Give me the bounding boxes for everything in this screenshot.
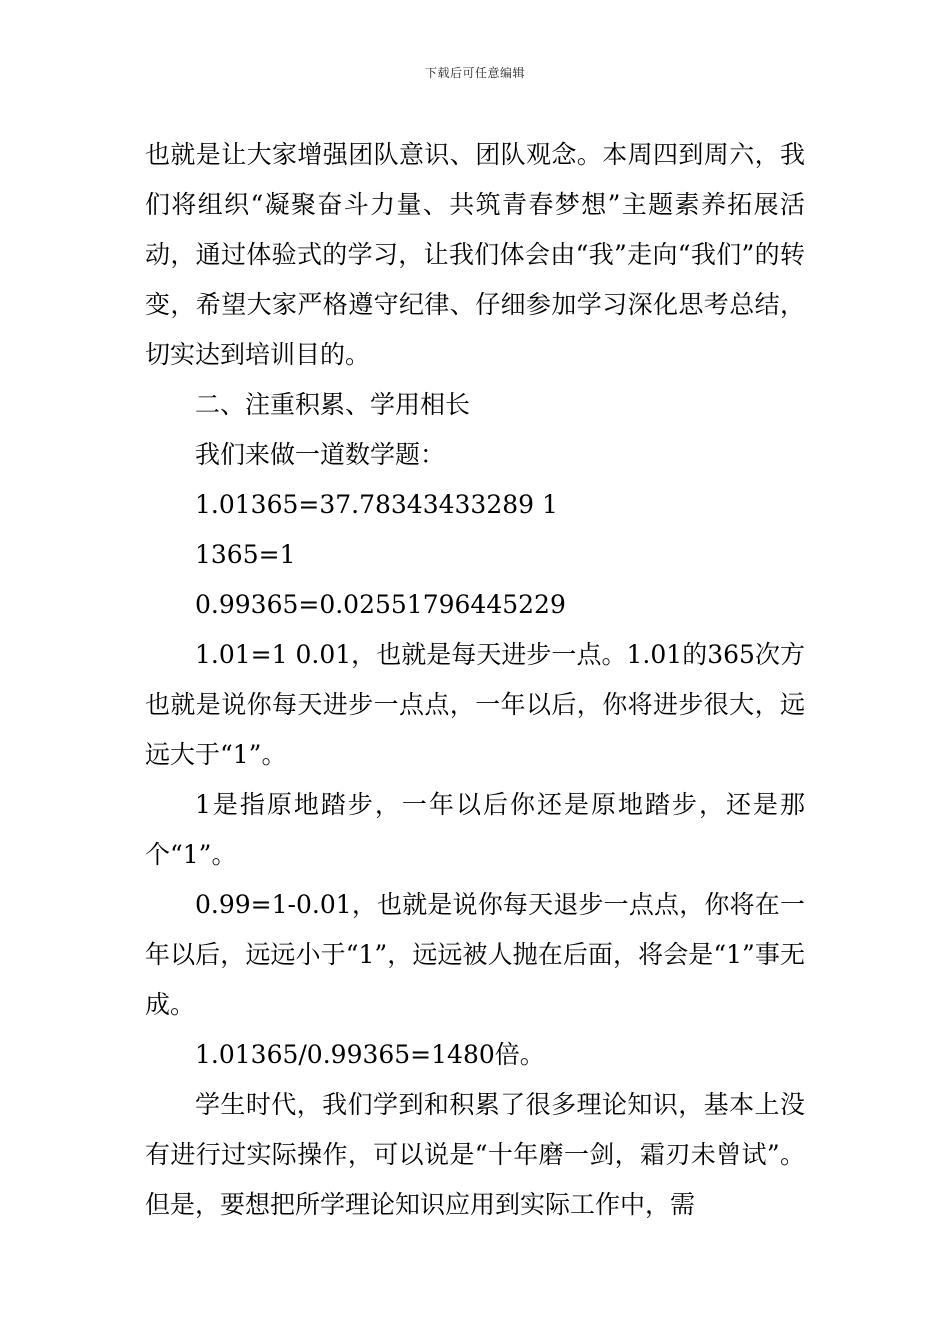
- equation-2: 1365=1: [195, 540, 296, 569]
- paragraph-11: 学生时代，我们学到和积累了很多理论知识，基本上没有进行过实际操作，可以说是“十年磨一剑，霜刃未曾试”。但是，要想把所学理论知识应用到实际工作中，需: [145, 1090, 805, 1219]
- equation-3: 0.99365=0.02551796445229: [195, 590, 566, 619]
- document-body: [145, 130, 805, 1230]
- paragraph-heading-2: 二、注重积累、学用相长: [195, 390, 471, 419]
- paragraph-8: 1是指原地踏步，一年以后你还是原地踏步，还是那个“1”。: [145, 790, 805, 869]
- equation-4: 1.01365/0.99365=1480倍。: [195, 1040, 545, 1069]
- page-header: 下载后可任意编辑: [424, 66, 525, 80]
- paragraph-7: 1.01=1 0.01，也就是每天进步一点。1.01的365次方也就是说你每天进步一点点，一年以后，你将进步很大，远远大于“1”。: [145, 640, 805, 769]
- paragraph-1: 也就是让大家增强团队意识、团队观念。本周四到周六，我们将组织“凝聚奋斗力量、共筑青春梦想”主题素养拓展活动，通过体验式的学习，让我们体会由“我”走向“我们”的转变，希望大家严格遵守纪律、仔细参加学习深化思考总结，切实达到培训目的。: [145, 140, 805, 369]
- paragraph-9: 0.99=1-0.01，也就是说你每天退步一点点，你将在一年以后，远远小于“1”，远远被人抛在后面，将会是“1”事无成。: [145, 890, 805, 1019]
- equation-1: 1.01365=37.78343433289 1: [195, 490, 558, 519]
- paragraph-3: 我们来做一道数学题：: [195, 440, 446, 469]
